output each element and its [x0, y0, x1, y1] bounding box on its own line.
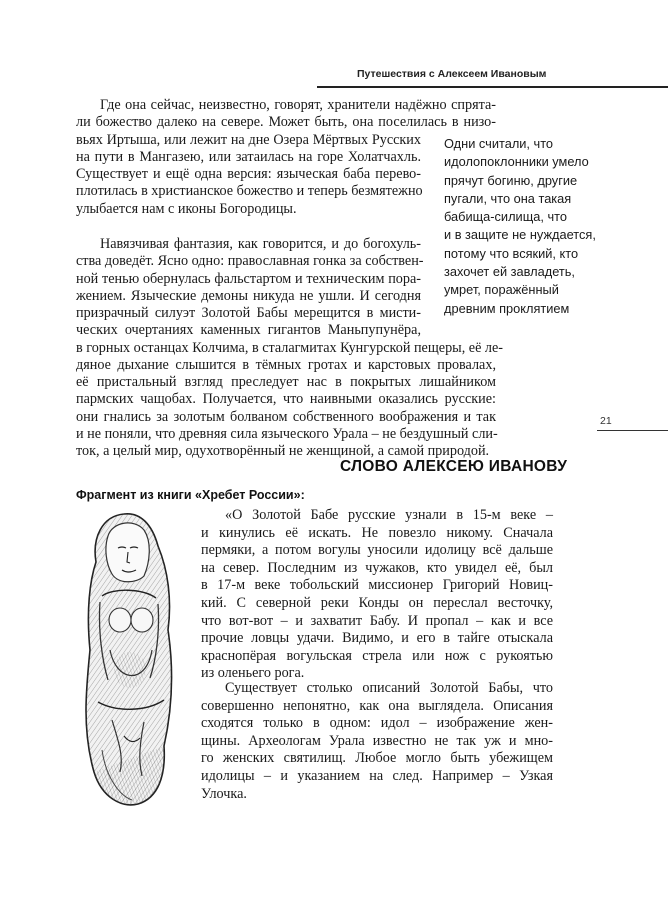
excerpt-line: кий. С северной реки Конды он переслал весточку,	[201, 594, 553, 611]
fragment-label: Фрагмент из книги «Хребет России»:	[76, 488, 305, 502]
sidebar-pull-quote	[444, 135, 644, 318]
text-line: призрачный силуэт Золотой Бабы мерещится в мисти-	[76, 305, 421, 321]
excerpt-line: сходятся только в одном: идол – изображение жен-	[201, 715, 553, 732]
text-line: жением. Языческие демоны никуда не ушли. И сегодня	[76, 287, 421, 304]
pull-quote-line: прячут богиню, другие	[444, 172, 578, 188]
excerpt-line: что вот-вот – и захватит Бабу. И пропал – как и все	[201, 612, 553, 629]
excerpt-paragraph-1	[201, 507, 553, 683]
excerpt-line: из оленьего рога.	[201, 665, 305, 682]
excerpt-line: Существует столько описаний Золотой Бабы, что	[225, 680, 553, 696]
text-line: ток, а целый мир, одухотворённый не женщиной, а самой природой.	[76, 443, 490, 459]
excerpt-line: Улочка.	[201, 785, 247, 802]
excerpt-line: краснопёрая вогульская стрела или нож с рукоятью	[201, 647, 553, 664]
text-line: её пристальный взгляд преследует нас в покрытых лишайником	[76, 374, 496, 390]
excerpt-line: щины. Археологам Урала известно не так уж и мно-	[201, 732, 553, 749]
excerpt-line: го женских святилищ. Любое могло быть убежищем	[201, 750, 553, 767]
pull-quote-line: пугали, что она такая	[444, 190, 572, 206]
text-line: ческих очертаниях каменных гигантов Маньпупунёра,	[76, 322, 421, 339]
pull-quote-line: идолопоклонники умело	[444, 154, 589, 170]
excerpt-line: совершенно непонятно, как она выглядела. Описания	[201, 697, 553, 714]
text-line: вьях Иртыша, или лежит на дне Озера Мёртвых Русских	[76, 131, 421, 148]
running-header	[317, 62, 668, 88]
text-line: плотилась в христианское божество и теперь безмятежно	[76, 183, 423, 200]
text-line: ли божество далеко на севере. Может быть, она поселилась в низо-	[76, 114, 496, 131]
section-title: СЛОВО АЛЕКСЕЮ ИВАНОВУ	[340, 458, 568, 475]
text-line: ной тенью обернулась фальстартом и техническим пора-	[76, 270, 421, 287]
excerpt-line: идолицы – и указанием на след. Например – Узкая	[201, 767, 553, 784]
pull-quote-line: древним проклятием	[444, 300, 570, 316]
main-paragraph-1	[76, 97, 496, 218]
text-line: Существует и ещё одна версия: языческая баба перево-	[76, 166, 421, 182]
excerpt-line: пермяки, а потом вогулы уносили идолицу всё дальше	[201, 542, 553, 559]
page-number: 21	[597, 415, 668, 431]
text-line: дяное дыхание слышится в тёмных гротах и карстовых провалах,	[76, 356, 496, 373]
running-header-title: Путешествия с Алексеем Ивановым	[357, 68, 547, 80]
text-line: в горных останцах Колчима, в сталагмитах Кунгурской пещеры, её ле-	[76, 339, 504, 356]
excerpt-line: прочие ловцы удачи. Видимо, и его в тайге отыскала	[201, 630, 553, 647]
text-line: улыбается нам с иконы Богородицы.	[76, 200, 297, 217]
text-line: ства доведёт. Ясно одно: православная гонка за собствен-	[76, 253, 424, 270]
text-line: они гнались за золотым болваном собственного воображения и так	[76, 408, 496, 425]
pull-quote-line: бабища-силища, что	[444, 209, 567, 225]
text-line: на пути в Мангазею, или затаилась на горе Холатчахль.	[76, 148, 421, 165]
text-line: пармских чащобах. Получается, что наивными оказались русские:	[76, 391, 496, 408]
pull-quote-line: потому что всякий, кто	[444, 245, 579, 261]
pull-quote-line: Одни считали, что	[444, 136, 554, 151]
pull-quote-line: захочет ей завладеть,	[444, 264, 575, 280]
excerpt-line: на север. Последним из чужаков, кто увидел её, был	[201, 559, 553, 576]
text-line: и не поняли, что древняя сила языческого Урала – не бездушный сли-	[76, 425, 498, 442]
pull-quote-line: и в защите не нуждается,	[444, 227, 596, 243]
carved-idol-figure-icon	[72, 510, 188, 812]
excerpt-line: и кинулись её искать. Не повезло никому. Сначала	[201, 524, 553, 541]
excerpt-line: в 17-м веке тобольский миссионер Григорий Новиц-	[201, 577, 553, 594]
pull-quote-line: умрет, поражённый	[444, 282, 559, 298]
excerpt-line: «О Золотой Бабе русские узнали в 15-м веке –	[225, 507, 553, 523]
excerpt-paragraph-2	[201, 680, 553, 803]
text-line: Где она сейчас, неизвестно, говорят, хранители надёжно спрята-	[100, 97, 496, 113]
text-line: Навязчивая фантазия, как говорится, и до богохуль-	[100, 236, 421, 252]
